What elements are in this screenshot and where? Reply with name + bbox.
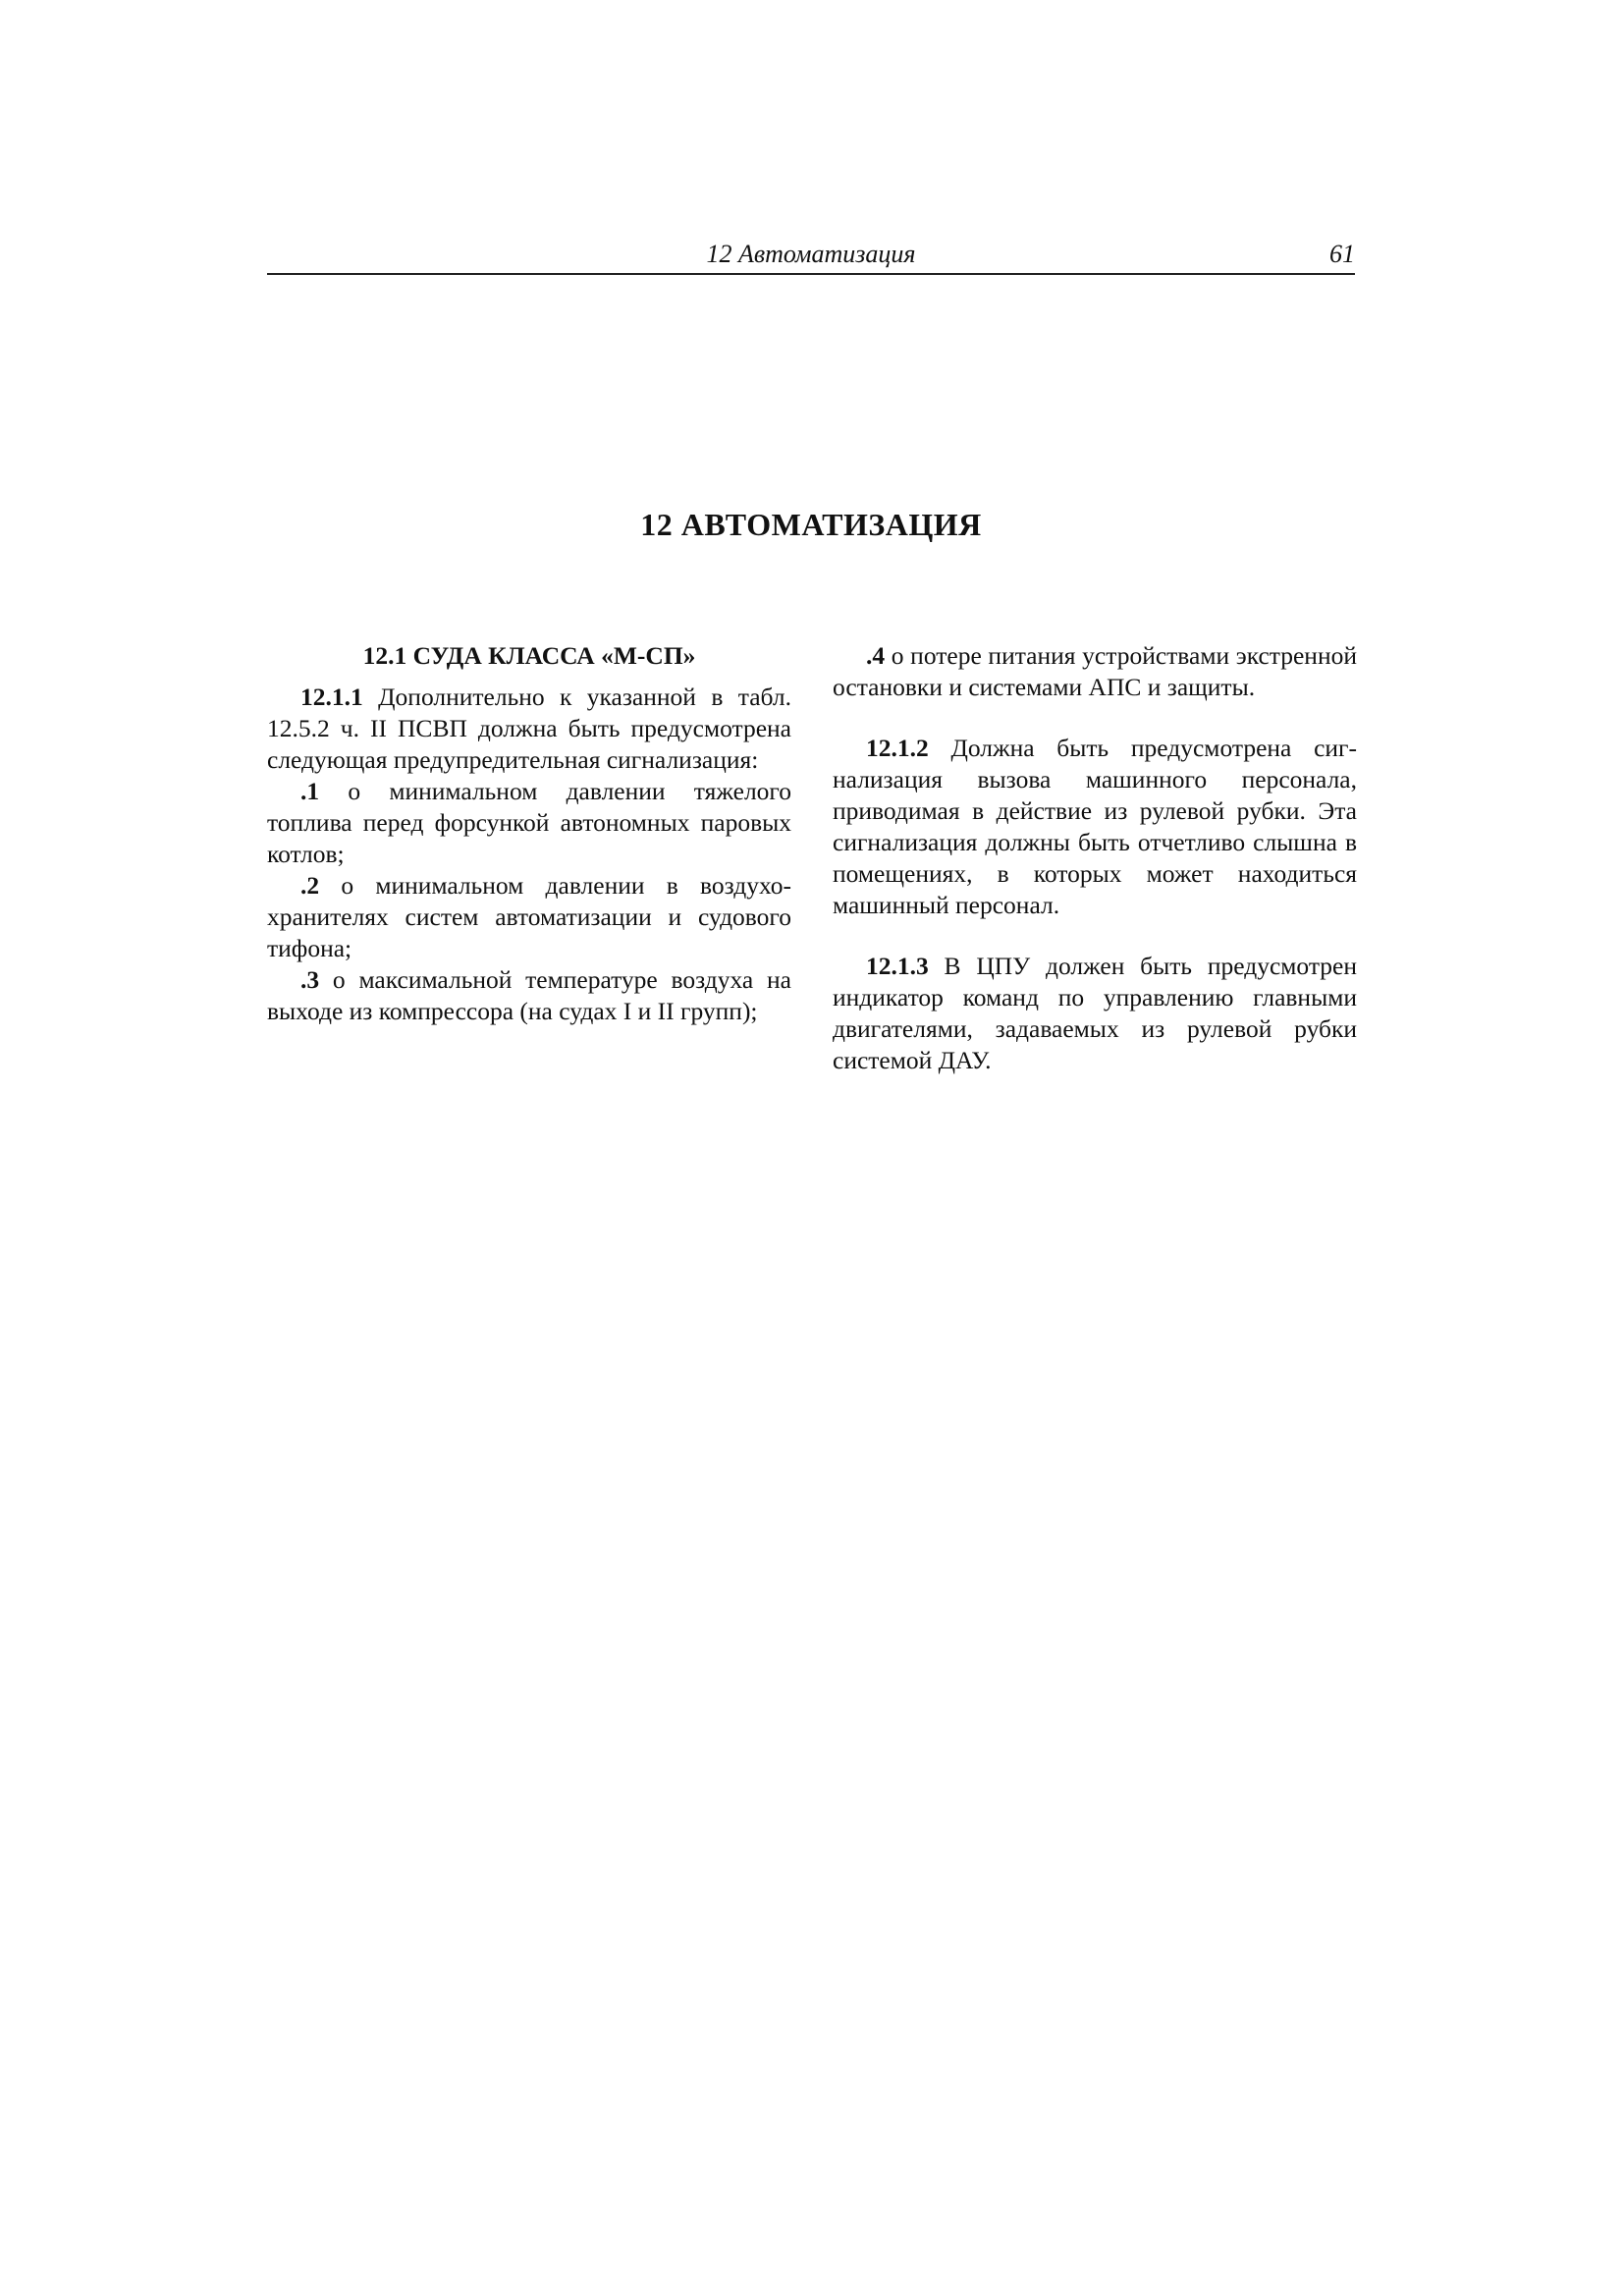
- section-heading: 12.1 СУДА КЛАССА «М-СП»: [362, 641, 696, 670]
- right-column: [833, 640, 1357, 1076]
- item-text: о минимальном давлении в воздухохранителях систем автоматизации и судового тифона;: [267, 871, 791, 962]
- clause-12-1-2: [833, 733, 1357, 921]
- clause-text: В ЦПУ должен быть предусмотрен индикатор команд по управлению главными двигателями, задаваемых из рулевой рубки системой ДАУ.: [833, 952, 1357, 1074]
- item-3: [267, 964, 791, 1027]
- clause-number: 12.1.2: [866, 734, 929, 762]
- clause-text: Должна быть предусмотрена сигнализация вызова машинного персонала, приводимая в действие из рулевой рубки. Эта сигнализация должны быть отчетливо слышна в помещениях, в которых может находиться машинный персонал.: [833, 734, 1357, 919]
- item-text: о минимальном давлении тяжелого топлива перед форсункой автономных паровых котлов;: [267, 777, 791, 868]
- clause-number: 12.1.1: [300, 683, 363, 711]
- running-header: [267, 236, 1355, 275]
- chapter-title: 12 АВТОМАТИЗАЦИЯ: [640, 507, 982, 542]
- clause-text: Дополнительно к указанной в табл. 12.5.2 ч. II ПСВП должна быть предусмотрена следующая предупредительная сигнализация:: [267, 683, 791, 774]
- left-column: [267, 640, 791, 1027]
- item-2: [267, 870, 791, 964]
- item-number: .2: [300, 871, 320, 900]
- item-number: .1: [300, 777, 320, 805]
- item-text: о потере питания устройствами экстренной остановки и системами АПС и защиты.: [833, 641, 1357, 701]
- item-4: [833, 640, 1357, 703]
- running-header-title: 12 Автоматизация: [706, 240, 916, 268]
- clause-number: 12.1.3: [866, 952, 929, 980]
- item-number: .3: [300, 965, 320, 994]
- item-number: .4: [866, 641, 886, 670]
- page-number: 61: [1329, 240, 1355, 268]
- item-text: о максимальной температуре воздуха на выходе из компрессора (на судах I и II групп);: [267, 965, 791, 1025]
- clause-12-1-3: [833, 951, 1357, 1076]
- item-1: [267, 776, 791, 870]
- clause-12-1-1: [267, 682, 791, 776]
